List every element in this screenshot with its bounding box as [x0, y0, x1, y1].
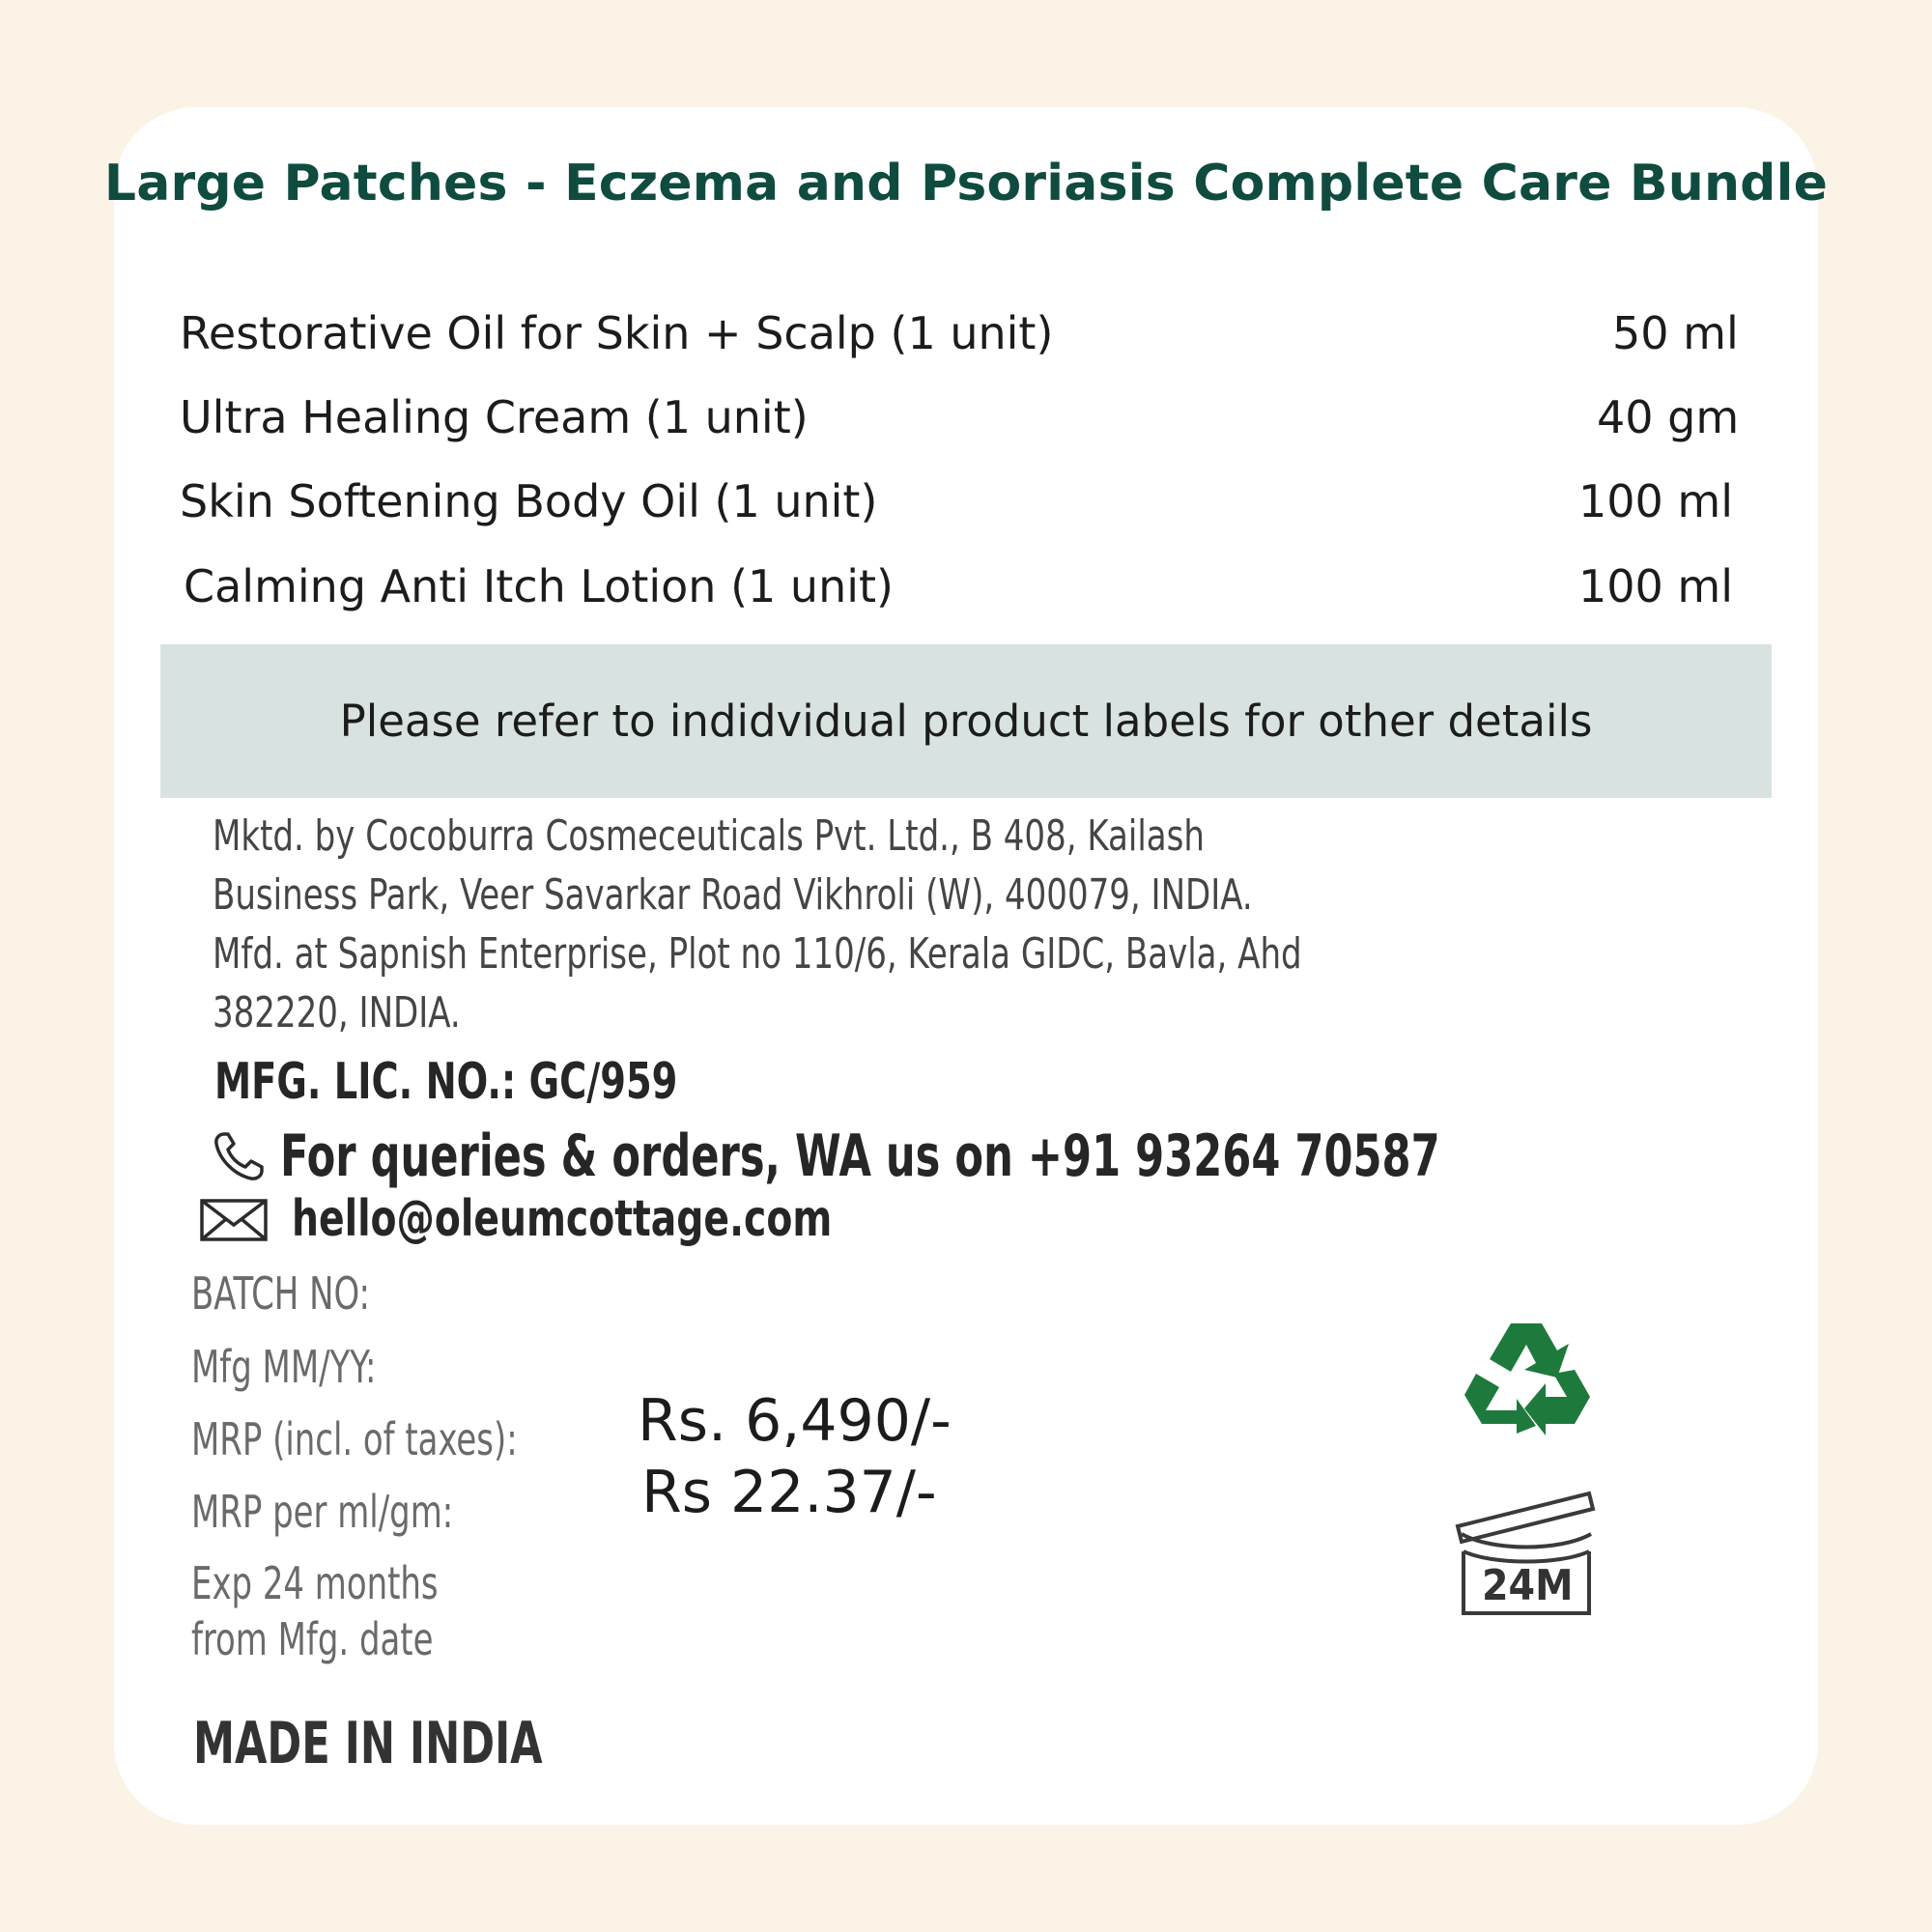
product-quantity: 40 gm — [1597, 391, 1740, 443]
address-line: Business Park, Veer Savarkar Road Vikhroli (W), 400079, INDIA. — [213, 870, 1253, 920]
address-line: Mktd. by Cocoburra Cosmeceuticals Pvt. Ltd., B 408, Kailash — [213, 811, 1205, 861]
product-quantity: 100 ml — [1578, 475, 1734, 527]
product-name: Skin Softening Body Oil (1 unit) — [180, 475, 878, 527]
phone-contact: For queries & orders, WA us on +91 93264 70587 — [280, 1122, 1440, 1190]
product-name: Restorative Oil for Skin + Scalp (1 unit) — [180, 307, 1054, 359]
per-unit-price: Rs 22.37/- — [641, 1459, 937, 1526]
mrp-per-label: MRP per ml/gm: — [191, 1486, 454, 1538]
expiry-line-2: from Mfg. date — [191, 1613, 434, 1665]
phone-icon — [211, 1128, 269, 1184]
product-name: Ultra Healing Cream (1 unit) — [180, 391, 809, 443]
license-number: MFG. LIC. NO.: GC/959 — [214, 1053, 678, 1111]
refer-labels-notice: Please refer to indidvidual product labels for other details — [160, 644, 1772, 798]
expiry-line-1: Exp 24 months — [191, 1557, 439, 1609]
envelope-icon — [199, 1198, 269, 1242]
product-quantity: 100 ml — [1578, 560, 1734, 612]
pao-label: 24M — [1482, 1561, 1574, 1610]
address-line: 382220, INDIA. — [213, 988, 461, 1037]
batch-label: BATCH NO: — [191, 1267, 370, 1320]
product-name: Calming Anti Itch Lotion (1 unit) — [184, 560, 894, 612]
product-quantity: 50 ml — [1612, 307, 1739, 359]
made-in-india: MADE IN INDIA — [193, 1710, 543, 1777]
email-contact: hello@oleumcottage.com — [292, 1190, 833, 1248]
address-block — [213, 807, 1302, 1042]
mrp-label: MRP (incl. of taxes): — [191, 1413, 518, 1465]
mrp-value: Rs. 6,490/- — [638, 1387, 952, 1455]
bundle-title: Large Patches - Eczema and Psoriasis Complete Care Bundle — [103, 155, 1829, 213]
recycle-icon — [1461, 1318, 1592, 1441]
address-line: Mfd. at Sapnish Enterprise, Plot no 110/6, Kerala GIDC, Bavla, Ahd — [213, 929, 1302, 979]
mfg-label: Mfg MM/YY: — [191, 1341, 377, 1393]
